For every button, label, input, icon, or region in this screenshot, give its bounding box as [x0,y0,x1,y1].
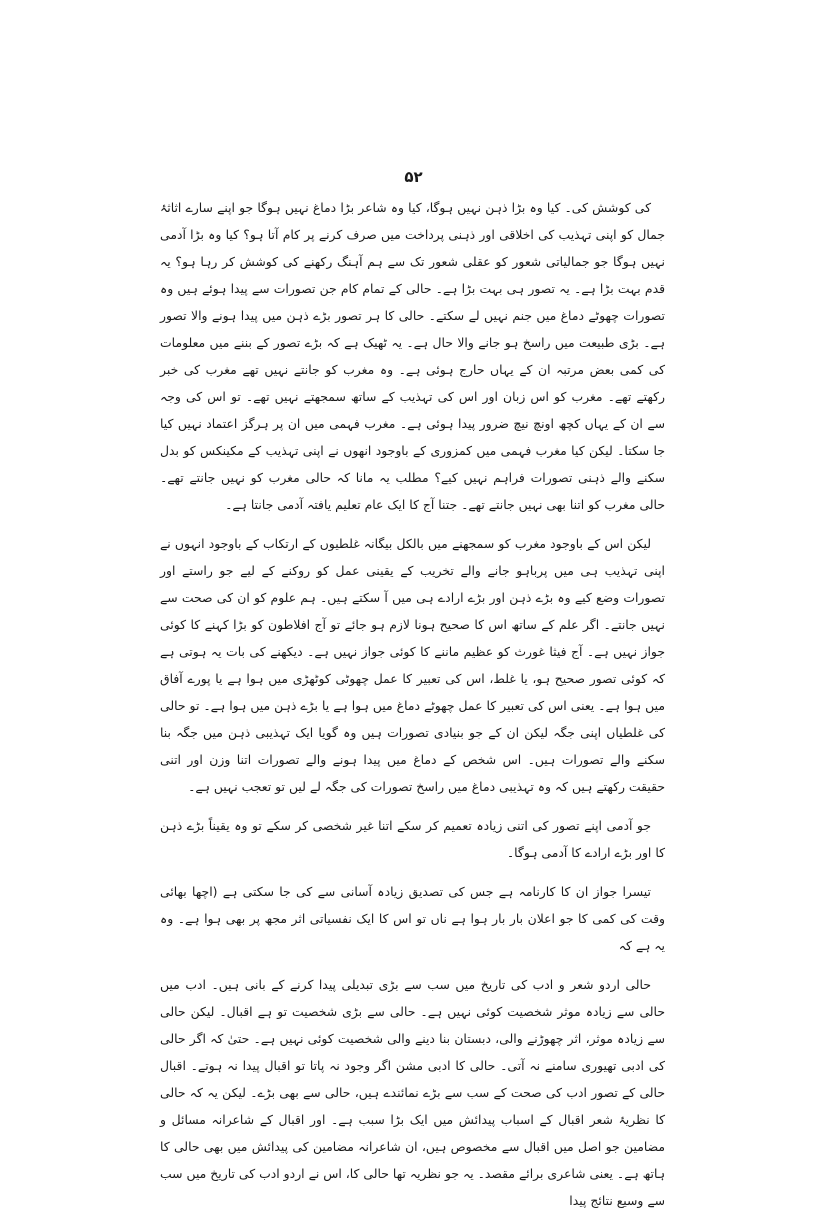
paragraph: جو آدمی اپنے تصور کی اتنی زیادہ تعمیم کر سکے اتنا غیر شخصی کر سکے تو وہ یقیناً بڑے ذہن کا اور بڑے ارادے کا آدمی ہوگا۔ [160,818,665,860]
paragraph: تیسرا جواز ان کا کارنامہ ہے جس کی تصدیق زیادہ آسانی سے کی جا سکتی ہے (اچھا بھائی وقت کی کمی کا جو اعلان بار بار ہوا ہے ناں تو اس کا ایک نفسیاتی اثر مجھ پر بھی ہوا ہے۔ وہ یہ ہے کہ [160,884,665,953]
body-text [160,194,665,1214]
paragraph: حالی اردو شعر و ادب کی تاریخ میں سب سے بڑی تبدیلی پیدا کرنے کے بانی ہیں۔ ادب میں حالی سے زیادہ موثر شخصیت کوئی نہیں ہے۔ حالی سے بڑی شخصیت تو ہے اقبال۔ لیکن حالی سے زیادہ موثر، اثر چھوڑنے والی، دبستان بنا دینے والی شخصیت کوئی نہیں ہے۔ حتیٰ کہ اگر حالی کی ادبی تھیوری سامنے نہ آتی۔ حالی کا ادبی مشن اگر وجود نہ پاتا تو اقبال پیدا نہ ہوتے۔ اقبال حالی کے تصور ادب کی صحت کے سب سے بڑے نمائندے ہیں، حالی سے بھی بڑے۔ لیکن یہ کہ حالی کا نظریۂ شعر اقبال کے اسباب پیدائش میں ایک بڑا سبب ہے۔ اور اقبال کے شاعرانہ مسائل و مضامین جو اصل میں اقبال سے مخصوص ہیں، ان شاعرانہ مضامین کی پیدائش میں بھی حالی کا ہاتھ ہے۔ یعنی شاعری برائے مقصد۔ یہ جو نظریہ تھا حالی کا، اس نے اردو ادب کی تاریخ میں سب سے وسیع نتائج پیدا [160,977,665,1208]
page-number: ۵۲ [404,168,423,186]
paragraph: کی کوشش کی۔ کیا وہ بڑا ذہن نہیں ہوگا، کیا وہ شاعر بڑا دماغ نہیں ہوگا جو اپنے سارے اثاثۂ جمال کو اپنی تہذیب کی اخلاقی اور ذہنی پرداخت میں صرف کرنے پر کام آتا ہو؟ کیا وہ بڑا آدمی نہیں ہوگا جو جمالیاتی شعور کو عقلی شعور تک سے ہم آہنگ رکھنے کی کوشش کر رہا ہو؟ یہ قدم بہت بڑا ہے۔ یہ تصور ہی بہت بڑا ہے۔ حالی کے تمام کام جن تصورات سے پیدا ہوئے ہیں وہ تصورات چھوٹے دماغ میں جنم نہیں لے سکتے۔ حالی کا ہر تصور بڑے ذہن میں پیدا ہونے والا تصور ہے۔ بڑی طبیعت میں راسخ ہو جانے والا حال ہے۔ یہ ٹھیک ہے کہ بڑے تصور کے بننے میں معلومات کی کمی بعض مرتبہ ان کے یہاں حارج ہوئی ہے۔ وہ مغرب کو جانتے نہیں تھے مغرب کی خبر رکھتے تھے۔ مغرب کو اس زبان اور اس کی تہذیب کے ساتھ سمجھتے نہیں تھے۔ تو اس کی وجہ سے ان کے یہاں کچھ اونچ نیچ ضرور پیدا ہوئی ہے۔ مغرب فہمی میں ان پر ہرگز اعتماد نہیں کیا جا سکتا۔ لیکن کیا مغرب فہمی میں کمزوری کے باوجود انھوں نے اپنی تہذیب کے مکینکس کو بدل سکنے والے ذہنی تصورات فراہم نہیں کیے؟ مطلب یہ مانا کہ حالی مغرب کو نہیں جانتے تھے۔ حالی مغرب کو اتنا بھی نہیں جانتے تھے۔ جتنا آج کا ایک عام تعلیم یافتہ آدمی جانتا ہے۔ [160,200,665,512]
paragraph: لیکن اس کے باوجود مغرب کو سمجھنے میں بالکل بیگانہ غلطیوں کے ارتکاب کے باوجود انہوں نے اپنی تہذیب ہی میں پرباہو جانے والے تخریب کے یقینی عمل کو روکنے کے لیے جو راستے اور تصورات وضع کیے وہ بڑے ذہن اور بڑے ارادے ہی میں آ سکتے ہیں۔ ہم علوم کو ان کی صحت سے نہیں جانتے۔ اگر علم کے ساتھ اس کا صحیح ہونا لازم ہو جائے تو آج افلاطون کو بڑا کہنے کا کوئی جواز نہیں ہے۔ آج فیثا غورث کو عظیم ماننے کا کوئی جواز نہیں ہے۔ دیکھنے کی بات یہ ہوتی ہے کہ کوئی تصور صحیح ہو، یا غلط، اس کی تعبیر کا عمل چھوٹی کوٹھڑی میں ہوا ہے یا پورے آفاق میں ہوا ہے۔ یعنی اس کی تعبیر کا عمل چھوٹے دماغ میں ہوا ہے یا بڑے ذہن میں ہوا ہے۔ تو حالی کی غلطیاں اپنی جگہ لیکن ان کے جو بنیادی تصورات ہیں وہ گویا ایک تہذیبی ذہن میں جگہ بنا سکنے والے تصورات ہیں۔ اس شخص کے دماغ میں پیدا ہونے والے تصورات اتنا وزن اور اتنی حقیقت رکھتے ہیں کہ وہ تہذیبی دماغ میں راسخ تصورات کی جگہ لے لیں تو تعجب نہیں ہے۔ [160,536,665,794]
